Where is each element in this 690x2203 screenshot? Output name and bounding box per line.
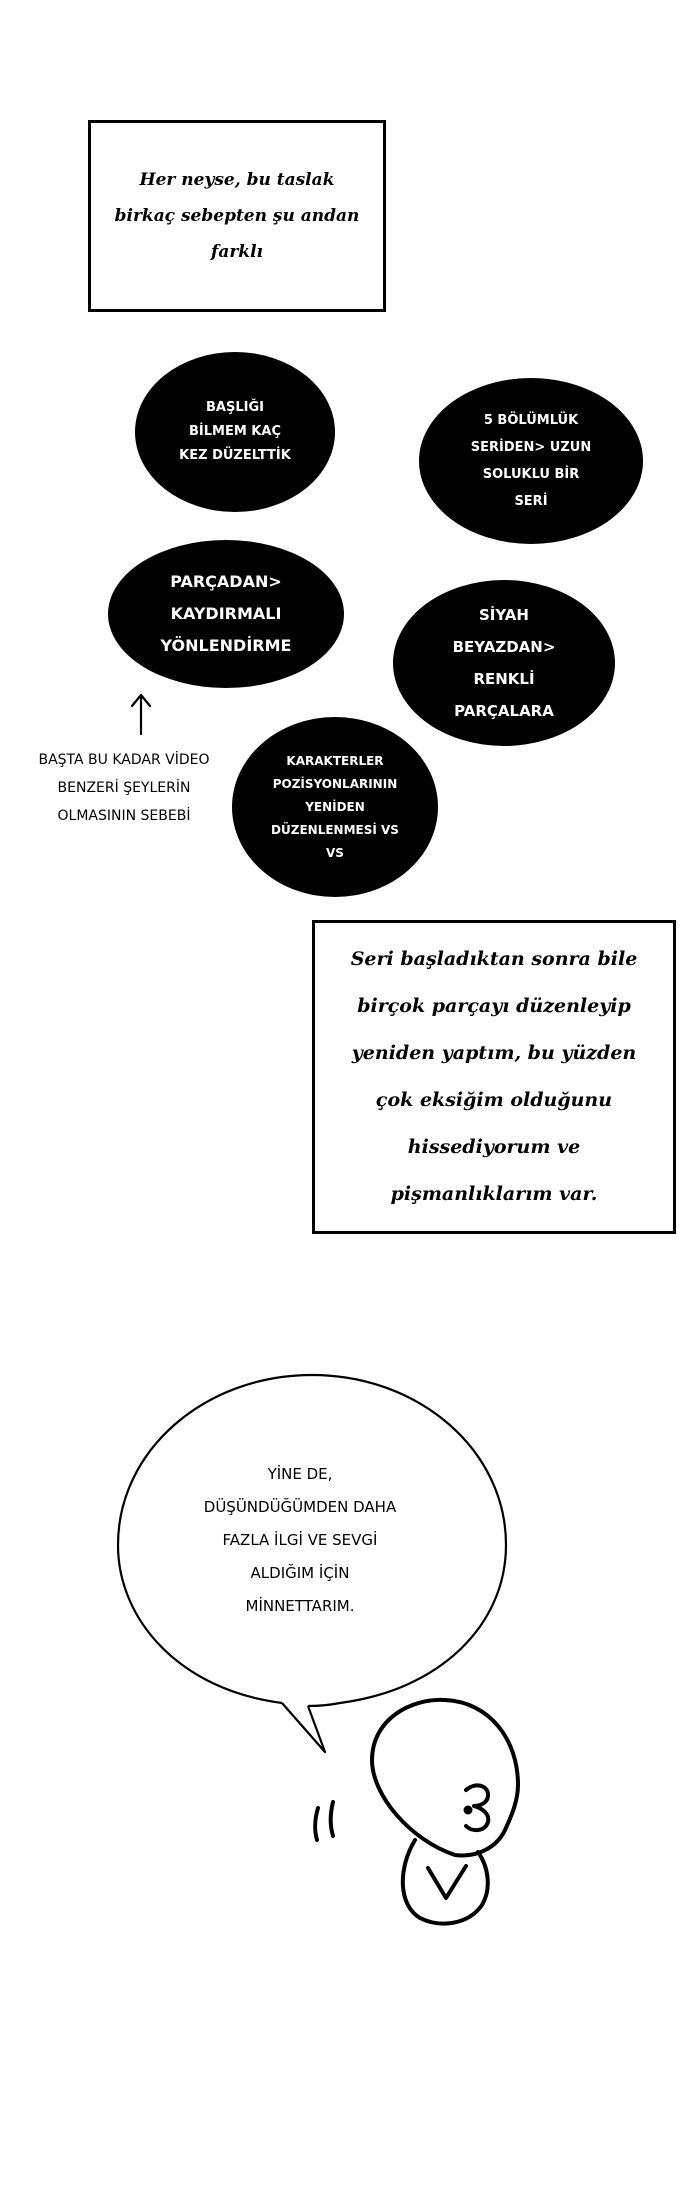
reason-blob-characters: KARAKTERLER POZİSYONLARININ YENİDEN DÜZENLENMESİ VS VS bbox=[232, 717, 438, 897]
reason-blob-title: BAŞLIĞI BİLMEM KAÇ KEZ DÜZELTTİK bbox=[135, 352, 335, 512]
caption-text-middle: Seri başladıktan sonra bile birçok parçayı düzenleyip yeniden yaptım, bu yüzden çok eksiğim olduğunu hissediyorum ve pişmanlıklarım var. bbox=[350, 948, 638, 1205]
reason-blob-scroll-format: PARÇADAN> KAYDIRMALI YÖNLENDİRME bbox=[108, 540, 344, 688]
reason-blob-color: SİYAH BEYAZDAN> RENKLİ PARÇALARA bbox=[393, 580, 615, 746]
speech-bubble-text: YİNE DE, DÜŞÜNDÜĞÜMDEN DAHA FAZLA İLGİ VE SEVGİ ALDIĞIM İÇİN MİNNETTARIM. bbox=[203, 1465, 397, 1615]
reason-blob-series-length: 5 BÖLÜMLÜK SERİDEN> UZUN SOLUKLU BİR SERİ bbox=[419, 378, 643, 544]
caption-text-top: Her neyse, bu taslak birkaç sebepten şu andan farklı bbox=[114, 170, 360, 262]
round-head-character-icon bbox=[315, 1700, 518, 1924]
side-note: BAŞTA BU KADAR VİDEO BENZERİ ŞEYLERİN OLMASININ SEBEBİ bbox=[38, 752, 210, 824]
